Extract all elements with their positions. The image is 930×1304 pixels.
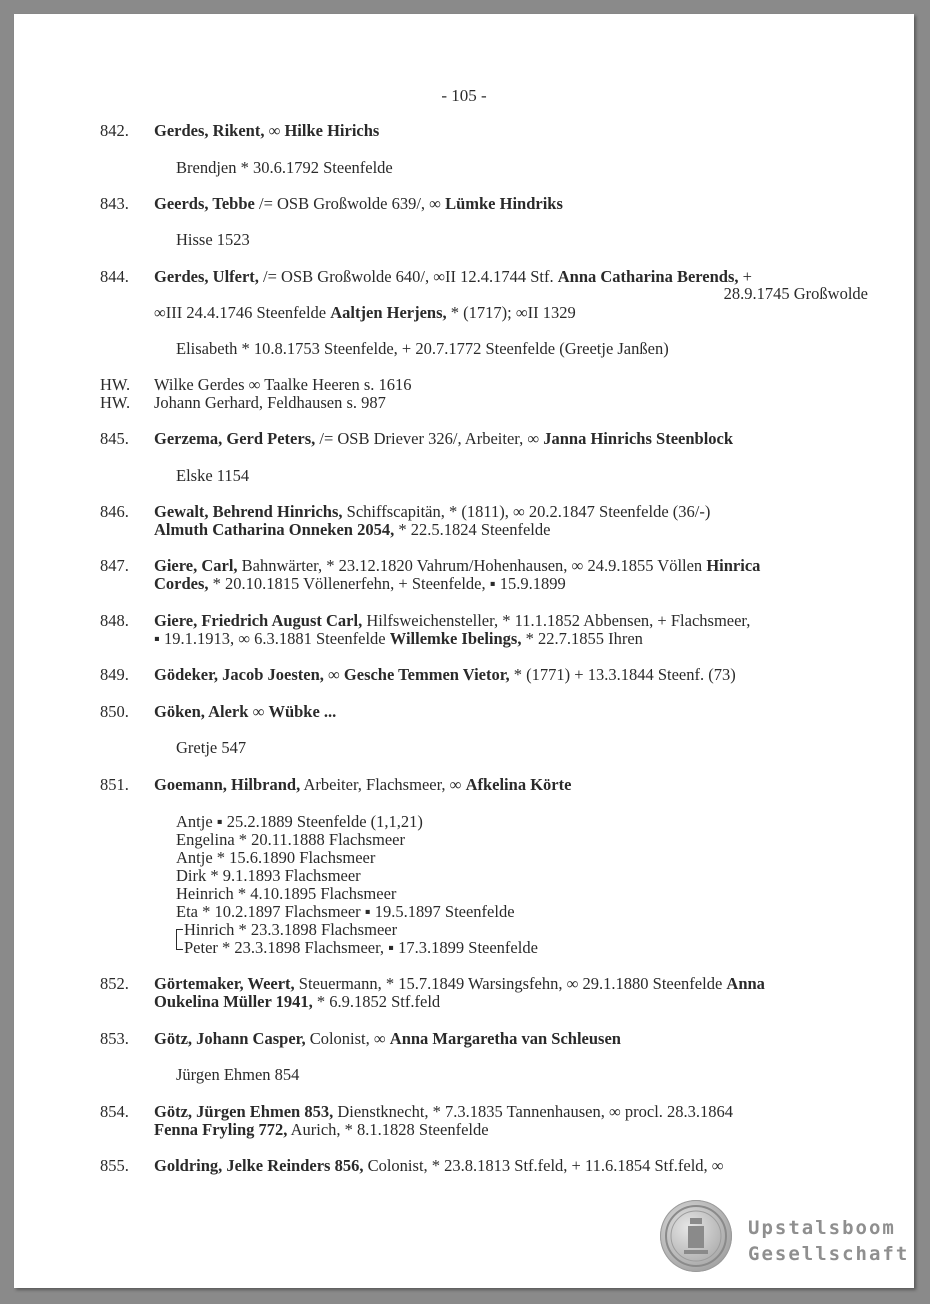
entry-number: 843. — [100, 194, 129, 213]
child-entry: Gretje 547 — [176, 738, 247, 757]
logo-line1: Upstalsboom — [748, 1217, 896, 1239]
entry-number: 849. — [100, 665, 129, 684]
entry-text: Giere, Friedrich August Carl, Hilfsweichensteller, * 11.1.1852 Abbensen, + Flachsmeer, ▪ 19.1.1913, ∞ 6.3.1881 Steenfelde Willemke Ibelings, * 22.7.1855 Ihren — [154, 611, 751, 648]
child-entry: Dirk * 9.1.1893 Flachsmeer — [176, 866, 361, 885]
seal-icon — [660, 1200, 732, 1272]
child-entry: Peter * 23.3.1898 Flachsmeer, ▪ 17.3.1899 Steenfelde — [184, 938, 538, 957]
child-entry: Heinrich * 4.10.1895 Flachsmeer — [176, 884, 397, 903]
entry-text: Götz, Johann Casper, Colonist, ∞ Anna Margaretha van Schleusen — [154, 1029, 621, 1048]
entry-text: Gerdes, Rikent, ∞ Hilke Hirichs — [154, 121, 380, 140]
entry-text: Giere, Carl, Bahnwärter, * 23.12.1820 Vahrum/Hohenhausen, ∞ 24.9.1855 Völlen Hinrica Cordes, * 20.10.1815 Völlenerfehn, + Steenfelde, ▪ 15.9.1899 — [154, 556, 761, 593]
entry-number: 845. — [100, 429, 129, 448]
entry-number: 852. — [100, 974, 129, 993]
twin-bracket — [176, 929, 183, 950]
entry-text-line2: 28.9.1745 Großwolde — [723, 284, 868, 303]
entry-number: 851. — [100, 775, 129, 794]
entry-text-line3: ∞III 24.4.1746 Steenfelde Aaltjen Herjens, * (1717); ∞II 1329 — [154, 303, 576, 322]
child-entry: Hinrich * 23.3.1898 Flachsmeer — [184, 920, 398, 939]
child-entry: Brendjen * 30.6.1792 Steenfelde — [176, 158, 393, 177]
entry-text: Goemann, Hilbrand, Arbeiter, Flachsmeer, ∞ Afkelina Körte — [154, 775, 572, 794]
entry-number: 842. — [100, 121, 129, 140]
entry-number: 848. — [100, 611, 129, 630]
child-entry: Eta * 10.2.1897 Flachsmeer ▪ 19.5.1897 Steenfelde — [176, 902, 515, 921]
entry-text: Geerds, Tebbe /= OSB Großwolde 639/, ∞ Lümke Hindriks — [154, 194, 563, 213]
entry-number: 855. — [100, 1156, 129, 1175]
child-entry: Elske 1154 — [176, 466, 250, 485]
entry-text: Wilke Gerdes ∞ Taalke Heeren s. 1616 — [154, 375, 412, 394]
entry-text: Goldring, Jelke Reinders 856, Colonist, * 23.8.1813 Stf.feld, + 11.6.1854 Stf.feld, ∞ — [154, 1156, 724, 1175]
entry-number: 847. — [100, 556, 129, 575]
entry-number: 854. — [100, 1102, 129, 1121]
entry-text: Göken, Alerk ∞ Wübke ... — [154, 702, 337, 721]
child-entry: Elisabeth * 10.8.1753 Steenfelde, + 20.7.1772 Steenfelde (Greetje Janßen) — [176, 339, 669, 358]
entry-number: 853. — [100, 1029, 129, 1048]
entry-text: Gewalt, Behrend Hinrichs, Schiffscapitän, * (1811), ∞ 20.2.1847 Steenfelde (36/-) Almuth Catharina Onneken 2054, * 22.5.1824 Steenfelde — [154, 502, 711, 539]
entry-text: Gerzema, Gerd Peters, /= OSB Driever 326/, Arbeiter, ∞ Janna Hinrichs Steenblock — [154, 429, 734, 448]
child-entry: Engelina * 20.11.1888 Flachsmeer — [176, 830, 405, 849]
page-number: - 105 - — [441, 86, 487, 105]
entry-number: 844. — [100, 267, 129, 286]
entry-text: Johann Gerhard, Feldhausen s. 987 — [154, 393, 386, 412]
entry-number: HW. — [100, 393, 131, 412]
child-entry: Antje ▪ 25.2.1889 Steenfelde (1,1,21) — [176, 812, 423, 831]
logo-line2: Gesellschaft — [748, 1243, 910, 1265]
child-entry: Hisse 1523 — [176, 230, 250, 249]
entry-text: Götz, Jürgen Ehmen 853, Dienstknecht, * 7.3.1835 Tannenhausen, ∞ procl. 28.3.1864 Fenna Fryling 772, Aurich, * 8.1.1828 Steenfelde — [154, 1102, 734, 1139]
entry-number: 846. — [100, 502, 129, 521]
document-page — [14, 14, 914, 1288]
child-entry: Antje * 15.6.1890 Flachsmeer — [176, 848, 376, 867]
child-entry: Jürgen Ehmen 854 — [176, 1065, 300, 1084]
entry-text-line1: Gerdes, Ulfert, /= OSB Großwolde 640/, ∞II 12.4.1744 Stf. Anna Catharina Berends, + — [154, 267, 752, 286]
entry-text: Gödeker, Jacob Joesten, ∞ Gesche Temmen Vietor, * (1771) + 13.3.1844 Steenf. (73) — [154, 665, 736, 684]
entry-number: HW. — [100, 375, 131, 394]
entry-text: Görtemaker, Weert, Steuermann, * 15.7.1849 Warsingsfehn, ∞ 29.1.1880 Steenfelde Anna Oukelina Müller 1941, * 6.9.1852 Stf.feld — [154, 974, 765, 1011]
entry-number: 850. — [100, 702, 129, 721]
